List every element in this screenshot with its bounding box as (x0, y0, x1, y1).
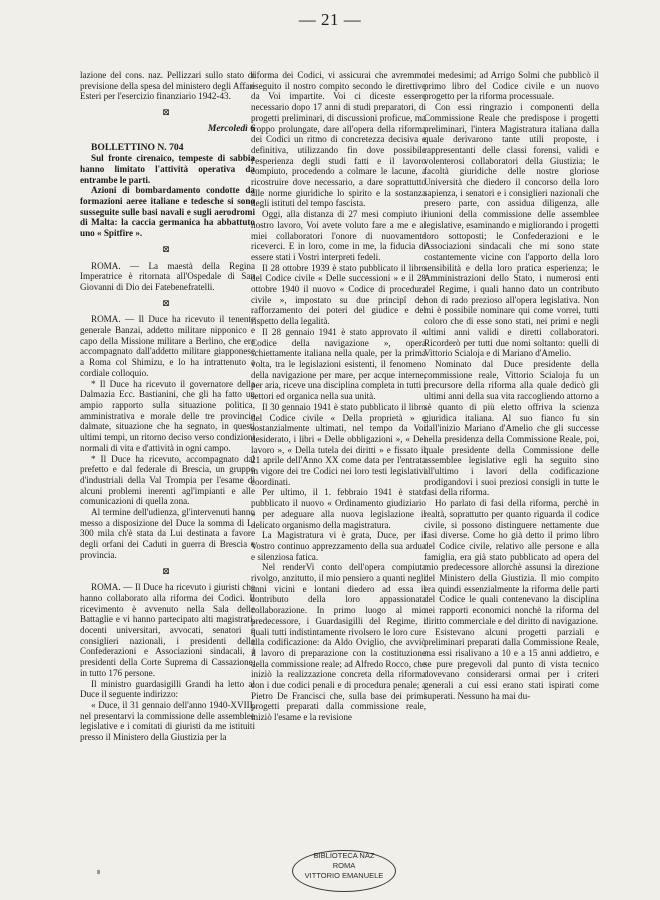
page-number: — 21 — (298, 10, 362, 29)
news-paragraph: Il ministro guardasigilli Grandi ha letto al Duce il seguente indirizzo: (80, 678, 255, 700)
news-paragraph: ROMA. — Il Duce ha ricevuto il tenente generale Banzai, addetto militare nipponico e capo della Missione militare a Berlino, che era accompagnato dall'addetto militare giapponese a Roma col Shimizu, e lo ha intrattenuto a cordiale colloquio. (80, 314, 255, 378)
news-paragraph: * Il Duce ha ricevuto il governatore della Dalmazia Ecc. Bastianini, che gli ha fatto un ampio rapporto sulla situazione politica, amministrativa e morale delle tre provincie dalmate, situazione che ha segnato, in questi ultimi tempi, un ritorno deciso verso condizioni normali di vita e d'attività in ogni campo. (80, 378, 255, 453)
quote-paragraph: « Duce, il 31 gennaio dell'anno 1940-XVIII, nel presentarvi la commissione delle assemblee legislative e i comitati di giuristi da me istituiti presso il Ministero della Giustizia per la (80, 699, 255, 743)
news-paragraph: ROMA. — La maestà della Regina Imperatrice è ritornata all'Ospedale di San Giovanni di Dio dei Fatebenefratelli. (80, 260, 255, 292)
stamp-line: BIBLIOTECA NAZ (313, 851, 375, 860)
body-paragraph: Per ultimo, il 1. febbraio 1941 è stato pubblicato il nuovo « Ordinamento giudiziario » per adeguare alla nuova legislazione il delicato organismo della magistratura. (251, 487, 426, 530)
ornament-divider: ⊠ (162, 565, 173, 576)
news-paragraph: Al termine dell'udienza, gl'intervenuti hanno messo a disposizione del Duce la somma di L. 300 mila ch'è stata da Lui destinata a favore degli orfani dei Caduti in guerra di Brescia e provincia. (80, 507, 255, 560)
intro-paragraph: lazione del cons. naz. Pellizzari sullo stato di previsione della spesa del ministero degli Affari Esteri per l'esercizio finanziario 1942-43. (80, 70, 255, 102)
body-paragraph: Oggi, alla distanza di 27 mesi compiuto il nostro lavoro, Voi avete voluto fare a me e ai miei collaboratori l'onore di nuovamente riceverci. E in loro, come in me, la fiducia di essere stati i Vostri interpreti fedeli. (251, 209, 426, 262)
ornament-divider: ⊠ (162, 297, 173, 308)
news-paragraph: ROMA. — Il Duce ha ricevuto i giuristi che hanno collaborato alla riforma dei Codici. Il ricevimento è avvenuto nella Sala delle Battaglie e vi hanno partecipato alti magistrati, docenti universitari, avvocati, senatori e consiglieri nazionali, i presidenti delle Confederazioni e Associazioni sindacali, i presidenti della Corte Suprema di Cassazione, in tutto 176 persone. (80, 582, 255, 678)
bulletin-title: BOLLETTINO N. 704 (91, 141, 184, 153)
column-middle (251, 70, 426, 848)
body-paragraph: dei medesimi; ad Arrigo Solmi che pubblicò il primo libro del Codice civile e un nuovo progetto per la riforma processuale. (424, 70, 599, 102)
ornament-divider: ⊠ (162, 107, 173, 118)
body-paragraph: La Magistratura vi è grata, Duce, per il Vostro continuo apprezzamento della sua ardua e silenziosa fatica. (251, 530, 426, 562)
body-paragraph: Il 30 gennaio 1941 è stato pubblicato il libro del Codice civile « Della proprietà » e sostanzialmente ultimati, nel tempo da Voi desiderato, i libri « Delle obbligazioni », « Del lavoro », « Della tutela dei diritti » e fissato il 21 aprile dell'Anno XX come data per l'entrata in vigore dei tre Codici nei loro testi legislativi coordinati. (251, 401, 426, 487)
body-paragraph: Ho parlato di fasi della riforma, perchè in realtà, soprattutto per quanto riguarda il codice civile, si possono distinguere nettamente due fasi diverse. Come ho già detto il primo libro del Codice civile, relativo alle persone e alla famiglia, era già stato pubblicato ad opera del mio predecessore allorchè assunsi la direzione del Ministero della Giustizia. Il mio compito era quindi essenzialmente la riforma delle parti del Codice le quali contenevano la disciplina nei rapporti economici nonchè la riforma del diritto commerciale e del diritto di navigazione. (424, 498, 599, 626)
library-stamp (292, 850, 396, 892)
stamp-line: ROMA (332, 861, 356, 870)
body-paragraph: riforma dei Codici, vi assicurai che avremmo eseguito il nostro compito secondo le direttive da Voi impartite. Voi ci diceste essere necessario dopo 17 anni di studi preparatori, di progetti preliminari, di discussioni proficue, ma troppo prolungate, dare all'opera della riforma dei Codici un ritmo di concretezza decisiva e definitiva, utilizzando fin dove possibile l'esperienza degli studi fatti e il lavoro compiuto, procedendo a colmare le lacune, a ricostruire dove necessario, a dare soprattutto alle norme giuridiche lo spirito e la sostanza degli istituti del tempo fascista. (251, 70, 426, 209)
body-paragraph: Il 28 ottobre 1939 è stato pubblicato il libro del Codice civile « Delle successioni » e il 28 ottobre 1940 il nuovo « Codice di procedura civile », impostato su due principî del rafforzamento dei poteri del giudice e del rispetto della legalità. (251, 262, 426, 327)
news-paragraph: * Il Duce ha ricevuto, accompagnato dal prefetto e dal federale di Brescia, un gruppo d'industriali della Val Trompia per l'esame di alcuni problemi inerenti agl'impianti e alle comunicazioni di quella zona. (80, 453, 255, 507)
stamp-line: VITTORIO EMANUELE (304, 871, 384, 880)
body-paragraph: Esistevano alcuni progetti parziali e preliminari preparati dalla Commissione Reale, ma essi risalivano a 10 e a 15 anni addietro, e se pure pregevoli dal punto di vista tecnico dovevano considerarsi ormai per i criteri generali a cui essi erano stati ispirati come superati. Nessuno ha mai du- (424, 626, 599, 701)
column-right (424, 70, 599, 848)
bulletin-lead: Sul fronte cirenaico, tempeste di sabbia hanno limitato l'attività operativa da entrambe le parti. (80, 153, 255, 185)
body-paragraph: Nominato dal Duce presidente della commissione reale, Vittorio Scialoja fu un precursore della riforma alla quale dedicò gli ultimi anni della sua vita raccogliendo attorno a sè quanto di più eletto offriva la scienza giuridica italiana. Al suo fianco fu sin dall'inizio Mariano d'Amelio che gli successe nella presidenza della Commissione Reale, poi, quale presidente della Commissione delle assemblee legislative egli ha seguito sino all'ultimo i lavori della codificazione prodigandovi i suoi preziosi consigli in tutte le fasi della riforma. (424, 358, 599, 498)
body-paragraph: Con essi ringrazio i componenti della Commissione Reale che predispose i progetti preliminari, l'intera Magistratura italiana dalla quale derivarono tante utili proposte, i rappresentanti delle classi forensi, validi e volenterosi collaboratori della Giustizia; le facoltà giuridiche delle nostre gloriose Università che diedero il concorso della loro sapienza, i senatori e i consiglieri nazionali che presero parte, con assidua diligenza, alle riunioni della commissione delle assemblee legislative, esaminando e migliorando i progetti loro sottoposti; le Confederazioni e le Associazioni sindacali che mi sono state costantemente vicine con l'apporto della loro sensibilità e della loro pratica esperienza; le Amministrazioni dello Stato, i numerosi enti del Regime, i quali hanno dato un contributo non di rado prezioso all'opera legislativa. Non mi è possibile nominare qui come vorrei, tutti coloro che di esse sono stati, nei primi e negli ultimi anni validi e diretti collaboratori. Ricorderò per tutti due nomi soltanto: quelli di Vittorio Scialoja e di Mariano d'Amelio. (424, 102, 599, 359)
bulletin-body: Azioni di bombardamento condotte da formazioni aeree italiane e tedesche si sono susseguite sulle basi navali e sugli aerodromi di Malta: la caccia germanica ha abbattuto uno « Spitfire ». (80, 185, 255, 239)
ornament-divider: ⊠ (162, 243, 173, 254)
column-left (80, 70, 255, 848)
body-paragraph: Nel renderVi conto dell'opera compiuta rivolgo, anzitutto, il mio pensiero a quanti negli anni vicini e lontani diedero ad essa il contributo della loro appassionata collaborazione. In primo luogo al mio predecessore, i Guardasigilli del Regime, i quali tutti indistintamente rivolsero le loro cure alla codificazione: da Aldo Oviglio, che avviò il lavoro di preparazione con la costituzione della commissione reale; ad Alfredo Rocco, che iniziò la realizzazione concreta della riforma con i due codici penali e di procedura penale; a Pietro De Francisci che, sulla base dei primi progetti preparati dalla commissione reale, iniziò l'esame e la revisione (251, 562, 426, 723)
body-paragraph: Il 28 gennaio 1941 è stato approvato il « Codice della navigazione », opera schiettamente italiana nella quale, per la prima volta, tra le legislazioni esistenti, il fenomeno della navigazione per mare, per acque interne, per aria, riceve una disciplina completa in tutti i settori ed organica nella sua unità. (251, 326, 426, 402)
date-heading: Mercoledì 6 (207, 122, 255, 134)
print-mark (97, 870, 100, 874)
